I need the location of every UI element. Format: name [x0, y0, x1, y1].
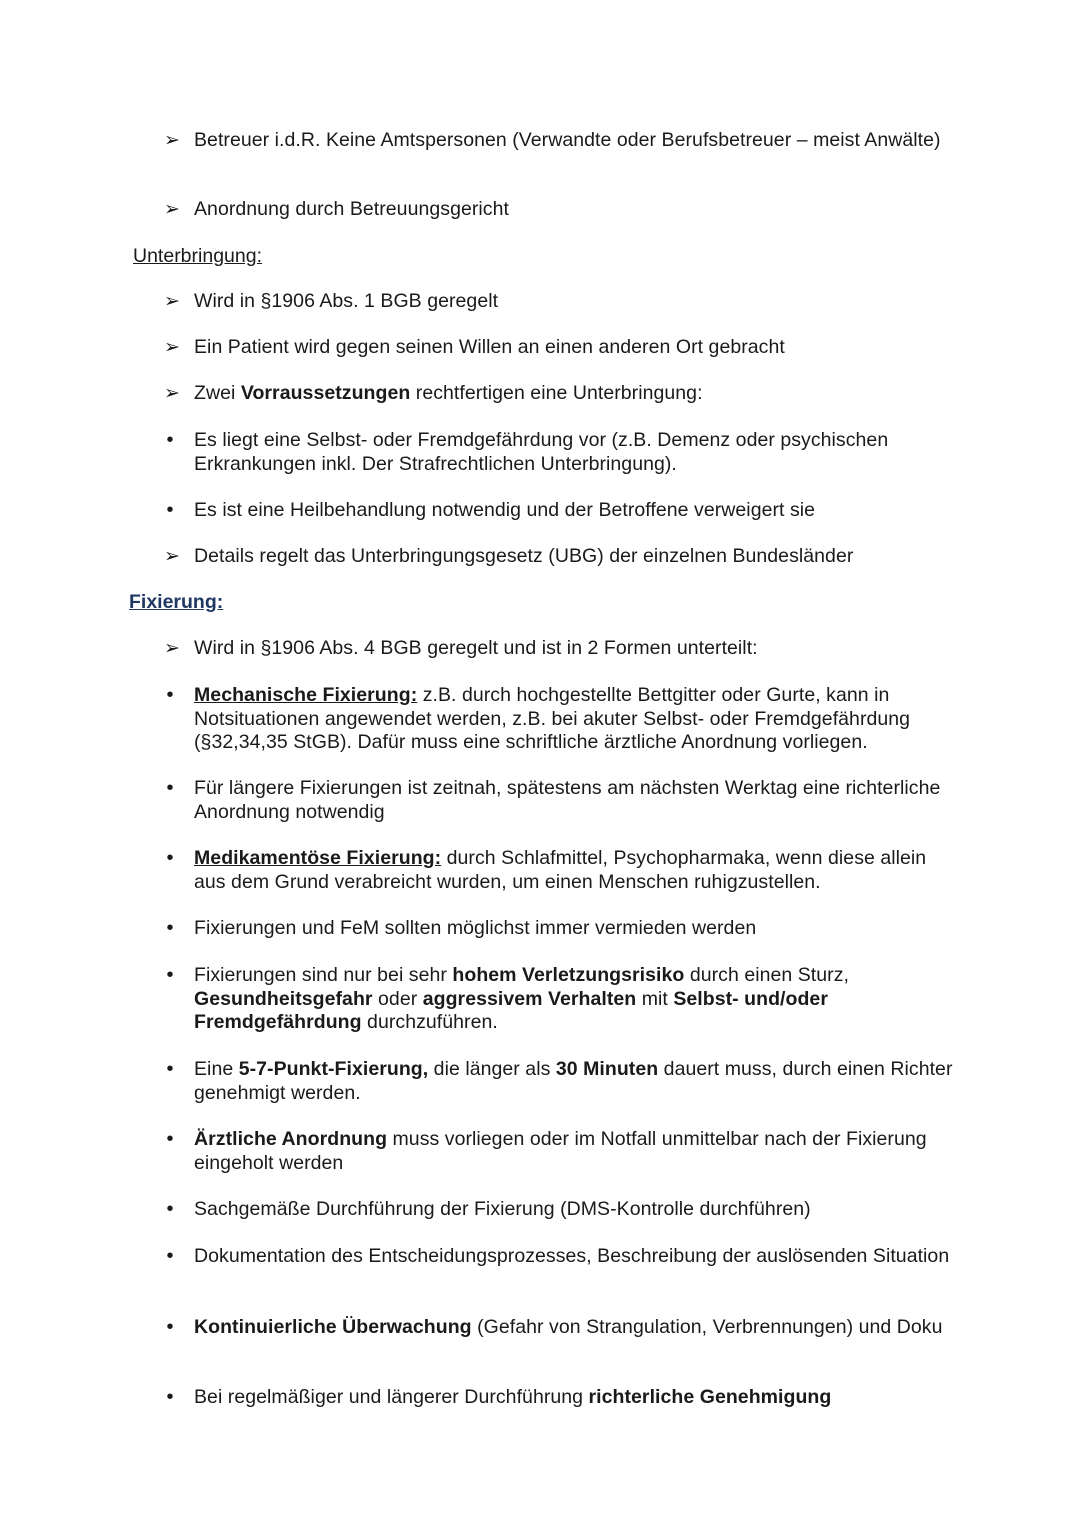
item-text: Details regelt das Unterbringungsgesetz (UBG) der einzelnen Bundesländer: [194, 545, 854, 567]
dot-bullet-icon: •: [166, 847, 174, 869]
dot-bullet-icon: •: [166, 777, 174, 799]
dot-bullet-icon: •: [166, 429, 174, 451]
section-heading-unterbringung: Unterbringung:: [133, 245, 262, 267]
item-text: Wird in §1906 Abs. 1 BGB geregelt: [194, 290, 499, 312]
item-text: Zwei Vorraussetzungen rechtfertigen eine Unterbringung:: [194, 382, 703, 404]
dot-bullet-icon: •: [166, 1058, 174, 1080]
section-heading-fixierung: Fixierung:: [129, 591, 224, 613]
item-text: Sachgemäße Durchführung der Fixierung (DMS-Kontrolle durchführen): [194, 1198, 811, 1220]
item-text: Medikamentöse Fixierung: durch Schlafmittel, Psychopharmaka, wenn diese allein aus dem Grund verabreicht wurden, um einen Menschen ruhigzustellen.: [194, 847, 927, 893]
item-text: Für längere Fixierungen ist zeitnah, spätestens am nächsten Werktag eine richterliche Anordnung notwendig: [194, 777, 941, 823]
arrow-bullet-icon: ➢: [164, 199, 180, 220]
arrow-bullet-icon: ➢: [164, 383, 180, 404]
dot-bullet-icon: •: [166, 1198, 174, 1220]
item-text: Wird in §1906 Abs. 4 BGB geregelt und ist in 2 Formen unterteilt:: [194, 637, 758, 659]
item-text: Eine 5-7-Punkt-Fixierung, die länger als 30 Minuten dauert muss, durch einen Richter genehmigt werden.: [194, 1058, 953, 1104]
arrow-bullet-icon: ➢: [164, 291, 180, 312]
dot-bullet-icon: •: [166, 499, 174, 521]
dot-bullet-icon: •: [166, 964, 174, 986]
item-text: Anordnung durch Betreuungsgericht: [194, 198, 509, 220]
dot-bullet-icon: •: [166, 917, 174, 939]
item-text: Ein Patient wird gegen seinen Willen an einen anderen Ort gebracht: [194, 336, 785, 358]
item-text: Kontinuierliche Überwachung (Gefahr von Strangulation, Verbrennungen) und Doku: [194, 1316, 943, 1338]
item-text: Es ist eine Heilbehandlung notwendig und der Betroffene verweigert sie: [194, 499, 816, 521]
item-text: Ärztliche Anordnung muss vorliegen oder im Notfall unmittelbar nach der Fixierung eingeholt werden: [194, 1128, 927, 1174]
arrow-bullet-icon: ➢: [164, 546, 180, 567]
arrow-bullet-icon: ➢: [164, 130, 180, 151]
item-text: Fixierungen und FeM sollten möglichst immer vermieden werden: [194, 917, 757, 939]
item-text: Mechanische Fixierung: z.B. durch hochgestellte Bettgitter oder Gurte, kann in Notsituationen angewendet werden, z.B. bei akuter Selbst- oder Fremdgefährdung (§32,34,35 StGB). Dafür muss eine schriftliche ärztliche Anordnung vorliegen.: [194, 684, 911, 753]
item-text: Bei regelmäßiger und längerer Durchführung richterliche Genehmigung: [194, 1386, 832, 1408]
dot-bullet-icon: •: [166, 684, 174, 706]
item-text: Dokumentation des Entscheidungsprozesses, Beschreibung der auslösenden Situation: [194, 1245, 950, 1267]
item-text: Fixierungen sind nur bei sehr hohem Verletzungsrisiko durch einen Sturz, Gesundheitsgefahr oder aggressivem Verhalten mit Selbst- und/oder Fremdgefährdung durchzuführen.: [194, 964, 849, 1033]
item-text: Betreuer i.d.R. Keine Amtspersonen (Verwandte oder Berufsbetreuer – meist Anwälte): [194, 129, 941, 151]
item-text: Es liegt eine Selbst- oder Fremdgefährdung vor (z.B. Demenz oder psychischen Erkrankungen inkl. Der Strafrechtlichen Unterbringung).: [194, 429, 889, 475]
dot-bullet-icon: •: [166, 1245, 174, 1267]
arrow-bullet-icon: ➢: [164, 337, 180, 358]
dot-bullet-icon: •: [166, 1128, 174, 1150]
dot-bullet-icon: •: [166, 1316, 174, 1338]
dot-bullet-icon: •: [166, 1386, 174, 1408]
arrow-bullet-icon: ➢: [164, 638, 180, 659]
